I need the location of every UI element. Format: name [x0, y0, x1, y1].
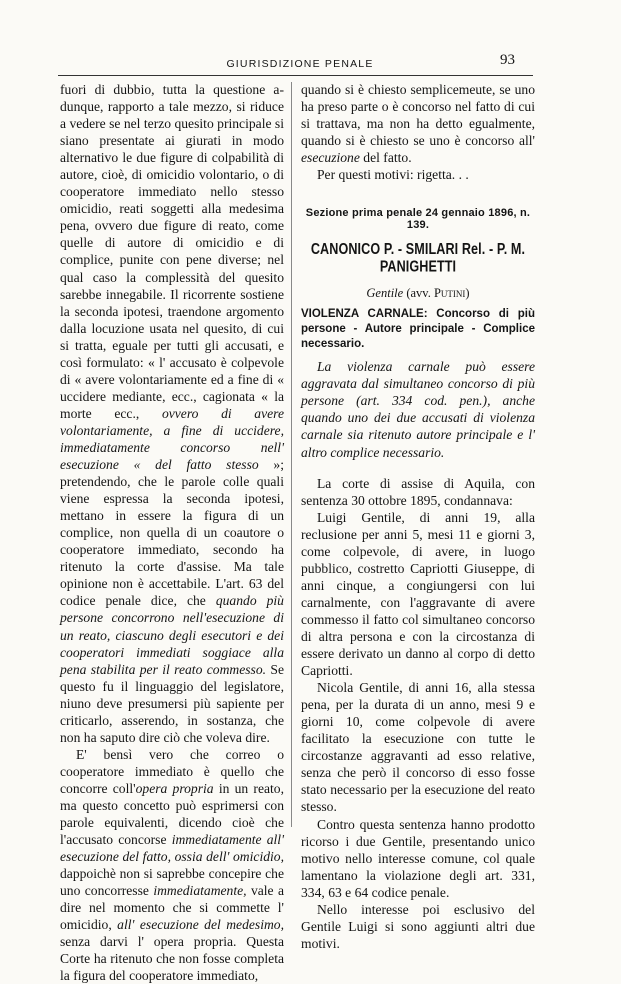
case-parties: CANONICO P. - SMILARI Rel. - P. M. PANIGHETTI [310, 240, 526, 276]
running-header-title: GIURISDIZIONE PENALE [226, 58, 374, 70]
left-paragraph-2: E' bensì vero che correo o cooperatore immediato è quello che concorre coll'opera propria in un reato, ma questo concetto può esprimersi con parole equivalenti, dicendo cioè che l'accusato concorse immediatamente all' esecuzione del fatto, ossia dell' omicidio, dappoichè non si saprebbe concepire che uno concorresse immediatamente, vale a dire nel momento che si commette l' omicidio, all' esecuzione del medesimo, senza darvi l' opera propria. Questa Corte ha ritenuto che non fosse completa la figura del cooperatore immediato, [60, 746, 284, 984]
column-divider [291, 82, 292, 827]
case-headnote: La violenza carnale può essere aggravata dal simultaneo concorso di più persone (art. 334 cod. pen.), anche quando uno dei due accusati di violenza carnale sia ritenuto autore principale e l' altro complice necessario. [301, 359, 535, 460]
case-section-heading: Sezione prima penale 24 gennaio 1896, n. 139. [305, 207, 531, 232]
header-rule [58, 75, 533, 76]
right-paragraph-luigi: Luigi Gentile, di anni 19, alla reclusione per anni 5, mesi 11 e giorni 3, come colpevole, di avere, in luogo pubblico, costretto Capriotti Giuseppe, di anni cinque, a congiungersi con lui carnalmente, con l'aggravante di avere commesso il fatto col simultaneo concorso di altra persona e con la circostanza di essere derivato un danno al corpo di detto Capriotti. [301, 509, 535, 679]
right-column [301, 81, 535, 952]
right-paragraph-nicola: Nicola Gentile, di anni 16, alla stessa pena, per la durata di un anno, mesi 9 e giorni 10, come colpevole di avere facilitato la esecuzione con tutte le circostanze aggravanti ad esso relative, senza che però il concorso di esso fosse stato necessario per la esecuzione del reato stesso. [301, 680, 535, 815]
right-paragraph-appeal: Contro questa sentenza hanno prodotto ricorso i due Gentile, presentando unico motivo nello interesse comune, col quale lamentano la violazione degli art. 331, 334, 63 e 64 codice penale. [301, 816, 535, 900]
verdict-line: Per questi motivi: rigetta. . . [317, 167, 469, 183]
right-paragraph-sentence: La corte di assise di Aquila, con sentenza 30 ottobre 1895, condannava: [301, 475, 535, 508]
page-number: 93 [500, 52, 515, 68]
left-paragraph-1: fuori di dubbio, tutta la questione a-dunque, rapporto a tale mezzo, si riduce a vedere se nel terzo quesito principale si siano presentate ai giurati in modo alternativo le due figure di colpabilità di autore, cioè, di omicidio volontario, o di cooperatore immediato nello stesso omicidio, reati soggetti alla medesima pena, ovvero due figure di reato, come quelle di autore di omicidio e di complice, punite con pene diverse; nel qual caso la complessità del quesito sarebbe innegabile. Il ricorrente sostiene la seconda ipotesi, traendone argomento dalla locuzione usata nel quesito, di cui si tratta, eguale per tutti gli accusati, e così formulato: « l' accusato è colpevole di « avere volontariamente ed a fine di « uccidere mediante, ecc., cagionata « la morte ecc., ovvero di avere volontariamente, a fine di uccidere, immediatamente concorso nell' esecuzione « del fatto stesso »; pretendendo, che le parole colle quali viene espressa la seconda ipotesi, mettano in essere la figura di un complice, non quella di un coautore o cooperatore immediato, secondo ha ritenuto la corte d'assise. Ma tale opinione non è accettabile. L'art. 63 del codice penale dice, che quando più persone concorrono nell'esecuzione di un reato, ciascuno degli esecutori e dei cooperatori immediati soggiace alla pena stabilita per il reato commesso. Se questo fu il linguaggio del legislatore, niuno deve presumersi più sapiente per criticarlo, asserendo, in sostanza, che non ha saputo dire ciò che voleva dire. [60, 82, 284, 745]
right-paragraph-motives: Nello interesse poi esclusivo del Gentile Luigi si sono aggiunti altri due motivi. [301, 901, 535, 951]
right-paragraph-1: quando si è chiesto semplicemeute, se uno ha preso parte o è concorso nel fatto di cui si trattava, ma non ha detto egualmente, quando si è chiesto se uno è concorso all' esecuzione del fatto. [301, 82, 535, 166]
left-column [60, 81, 284, 984]
case-subject: VIOLENZA CARNALE: Concorso di più persone - Autore principale - Complice necessario. [301, 308, 535, 351]
appellant-line: Gentile (avv. Putini) [366, 286, 470, 301]
